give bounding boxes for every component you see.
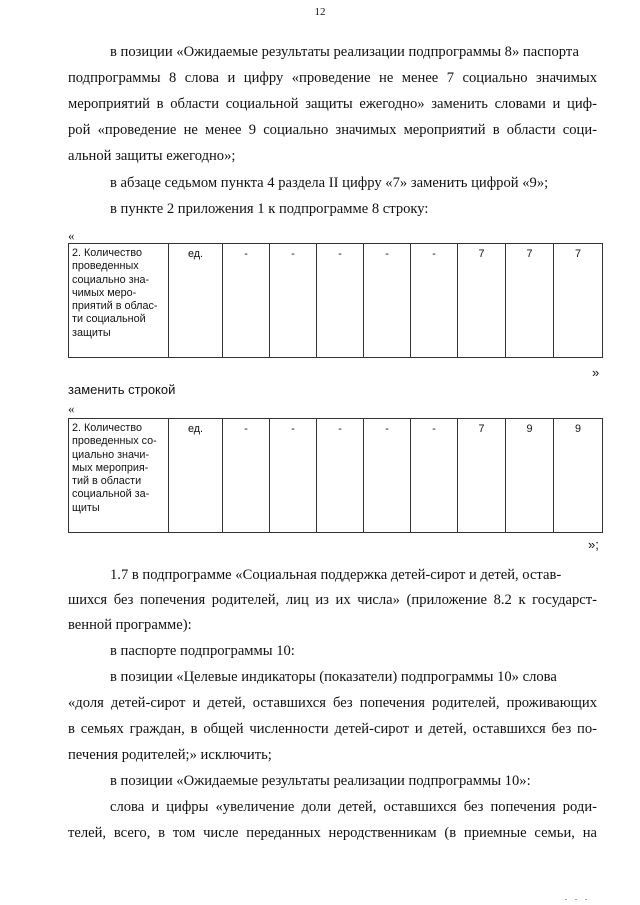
row-name-line: 2. Количество <box>72 247 142 259</box>
row-name-line: циально значи- <box>72 448 150 461</box>
paragraph-line: в паспорте подпрограммы 10: <box>110 643 295 659</box>
page-number: 12 <box>314 6 326 18</box>
replace-with-label: заменить строкой <box>68 382 176 397</box>
value-cell: 9 <box>506 419 554 533</box>
value-cell: - <box>270 419 317 533</box>
paragraph-line: альной защиты ежегодно»; <box>68 148 236 164</box>
row-name-cell <box>69 419 169 533</box>
paragraph-line: печения родителей;» исключить; <box>68 747 272 763</box>
value-cell: 7 <box>554 244 603 358</box>
paragraph-line: венной программе): <box>68 617 192 633</box>
row-name-line: проведенных <box>72 260 139 273</box>
row-name-line: щиты <box>72 501 100 514</box>
close-quote: »; <box>588 537 599 552</box>
row-name-line: 2. Количество <box>72 422 142 434</box>
paragraph-line: мероприятий в области социальной защиты ежегодно» заменить словами и циф- <box>68 96 597 112</box>
paragraph-line: 1.7 в подпрограмме «Социальная поддержка детей-сирот и детей, остав- <box>110 567 562 583</box>
value-cell: 7 <box>506 244 554 358</box>
paragraph-line: шихся без попечения родителей, лиц из их числа» (приложение 8.2 к государст- <box>68 592 597 608</box>
value-cell: 9 <box>554 419 603 533</box>
row-name-line: мых мероприя- <box>72 461 149 474</box>
row-name-line: защиты <box>72 326 111 339</box>
row-name-line: тий в области <box>72 475 142 488</box>
value-cell: - <box>317 244 364 358</box>
open-quote: « <box>68 401 75 416</box>
scan-artifact: . . . <box>565 893 590 902</box>
row-name-line: ти социальной <box>72 313 146 326</box>
value-cell: 7 <box>458 419 506 533</box>
value-cell: - <box>364 419 411 533</box>
paragraph-line: в позиции «Целевые индикаторы (показатели) подпрограммы 10» слова <box>110 669 557 685</box>
close-quote: » <box>592 365 600 380</box>
value-cell: - <box>223 419 270 533</box>
row-name-line: социально зна- <box>72 273 150 286</box>
value-cell: - <box>317 419 364 533</box>
table-new-row <box>68 418 603 533</box>
value-cell: - <box>411 419 458 533</box>
row-name-line: приятий в облас- <box>72 300 158 313</box>
paragraph-line: слова и цифры «увеличение доли детей, оставшихся без попечения роди- <box>110 799 597 815</box>
value-cell: - <box>223 244 270 358</box>
unit-cell: ед. <box>169 244 223 358</box>
paragraph-line: подпрограммы 8 слова и цифру «проведение не менее 7 социально значимых <box>68 70 597 86</box>
paragraph-line: телей, всего, в том числе переданных неродственникам (в приемные семьи, на <box>68 825 597 841</box>
paragraph-line: в семьях граждан, в общей численности детей-сирот и детей, оставшихся без по- <box>68 721 597 737</box>
paragraph-line: в позиции «Ожидаемые результаты реализации подпрограммы 10»: <box>110 773 531 789</box>
paragraph-line: «доля детей-сирот и детей, оставшихся без попечения родителей, проживающих <box>68 695 597 711</box>
row-name-line: проведенных со- <box>72 435 157 448</box>
paragraph-line: рой «проведение не менее 9 социально значимых мероприятий в области соци- <box>68 122 597 138</box>
row-name-cell <box>69 244 169 358</box>
paragraph-line: в абзаце седьмом пункта 4 раздела II цифру «7» заменить цифрой «9»; <box>110 175 549 191</box>
value-cell: - <box>411 244 458 358</box>
paragraph-line: в позиции «Ожидаемые результаты реализации подпрограммы 8» паспорта <box>110 44 579 60</box>
paragraph-line: в пункте 2 приложения 1 к подпрограмме 8 строку: <box>110 201 429 217</box>
value-cell: - <box>364 244 411 358</box>
open-quote: « <box>68 228 75 243</box>
value-cell: 7 <box>458 244 506 358</box>
row-name-line: социальной за- <box>72 488 150 501</box>
table-old-row <box>68 243 603 358</box>
row-name-line: чимых меро- <box>72 286 137 299</box>
value-cell: - <box>270 244 317 358</box>
unit-cell: ед. <box>169 419 223 533</box>
